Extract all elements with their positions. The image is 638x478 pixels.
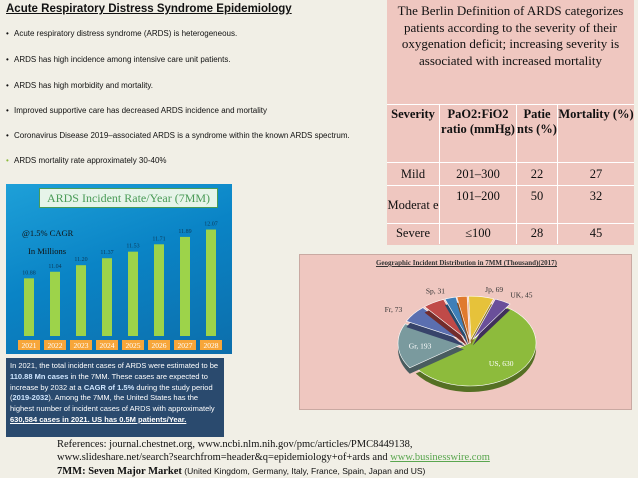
table-header-row [387, 105, 634, 163]
table-cell: 50 [517, 186, 558, 224]
bullet-text: Improved supportive care has decreased ARDS incidence and mortality [14, 106, 268, 115]
bar-value-label: 11.53 [126, 243, 140, 250]
table-header-cell: Patie nts (%) [517, 105, 558, 163]
table-header-cell: PaO2:FiO2 ratio (mmHg) [440, 105, 517, 163]
bullet-dot-icon: • [6, 29, 9, 38]
bar [76, 265, 86, 336]
info-text: in the 7MM. These cases are expected to increase by 2032 at a [10, 371, 208, 392]
pie-slice-label: Fr, 73 [384, 304, 403, 314]
reference-line: References: journal.chestnet.org, www.ncbi.nlm.nih.gov/pmc/articles/PMC8449138, [57, 439, 413, 450]
info-highlight: 630,584 cases in 2021. US has 0.5M patients/Year. [10, 414, 187, 424]
incident-rate-bar-chart [6, 184, 232, 354]
category-label: 2024 [99, 341, 115, 350]
bar-value-label: 11.37 [100, 250, 114, 257]
bullet-text: Acute respiratory distress syndrome (ARDS) is heterogeneous. [14, 29, 238, 38]
references [57, 438, 490, 478]
bullet-dot-icon: • [6, 106, 9, 115]
bar [180, 237, 190, 336]
reference-line [57, 451, 490, 464]
table-cell: 45 [558, 224, 635, 244]
bar [102, 258, 112, 336]
reference-text: www.slideshare.net/search?searchfrom=header&q=epidemiology+of+ards and [57, 452, 391, 464]
category-label: 2026 [151, 341, 167, 350]
table-cell: 32 [558, 186, 635, 224]
bar-value-label: 11.20 [74, 257, 88, 264]
berlin-definition-panel [387, 0, 634, 245]
businesswire-link[interactable]: www.businesswire.com [390, 452, 490, 464]
bullet-text: ARDS has high morbidity and mortality. [14, 81, 154, 90]
table-cell: 22 [517, 163, 558, 186]
seven-major-market-description: (United Kingdom, Germany, Italy, France, Spain, Japan and US) [181, 465, 426, 476]
seven-major-market-label: 7MM: Seven Major Market [57, 465, 182, 477]
table-header-cell: Severity [387, 105, 440, 163]
bullet-text: ARDS has high incidence among intensive care unit patients. [14, 55, 231, 64]
chart-title: ARDS Incident Rate/Year (7MM) [46, 191, 211, 205]
bar-value-label: 11.04 [48, 263, 62, 270]
info-summary-text [6, 358, 224, 429]
table-cell: 101–200 [440, 186, 517, 224]
severity-table [387, 104, 634, 244]
bar [128, 252, 138, 336]
bullet-dot-icon: • [6, 81, 9, 90]
info-highlight: 110.88 Mn cases [10, 371, 69, 381]
category-label: 2022 [47, 341, 63, 350]
page-title: Acute Respiratory Distress Syndrome Epidemiology [6, 3, 292, 15]
bullet-text: ARDS mortality rate approximately 30-40% [14, 156, 167, 165]
reference-line [57, 465, 490, 478]
bullet-item [6, 81, 153, 90]
table-row [387, 163, 634, 186]
chart-title-banner [39, 188, 218, 208]
table-row [387, 186, 634, 224]
category-label: 2021 [21, 341, 37, 350]
pie-chart-svg [300, 255, 633, 411]
bullet-dot-icon: • [6, 156, 9, 165]
pie-slice-label: Jp, 69 [485, 284, 504, 294]
bar-value-label: 11.71 [152, 236, 166, 243]
info-highlight: 2019-2032 [12, 393, 49, 403]
geographic-distribution-pie-chart [299, 254, 632, 410]
bar-value-label: 11.89 [178, 228, 192, 235]
pie-chart-title: Geographic Incident Distribution in 7MM (Thousand)(2017) [375, 259, 558, 267]
table-cell: 27 [558, 163, 635, 186]
table-cell: ≤100 [440, 224, 517, 244]
table-cell: Moderat e [387, 186, 440, 224]
category-label: 2027 [177, 341, 193, 350]
table-cell: Severe [387, 224, 440, 244]
bullet-item [6, 55, 231, 64]
pie-slice-label: Sp, 31 [425, 286, 446, 296]
category-label: 2028 [203, 341, 219, 350]
info-text: during the study period ( [10, 382, 213, 403]
category-label: 2023 [73, 341, 89, 350]
info-summary-box [6, 358, 224, 437]
units-annotation: In Millions [28, 246, 67, 256]
bullet-text: Coronavirus Disease 2019–associated ARDS is a syndrome within the known ARDS spectrum. [14, 131, 350, 140]
bar [24, 278, 34, 336]
table-row [387, 224, 634, 244]
bar-value-label: 10.88 [22, 270, 36, 277]
bullet-item [6, 106, 267, 115]
table-cell: Mild [387, 163, 440, 186]
info-text: In 2021, the total incident cases of ARDS were estimated to be [10, 361, 219, 370]
berlin-definition-text: The Berlin Definition of ARDS categorizes patients according to the severity of their oxygenation deficit; increasing severity is associated with increased mortality [397, 3, 624, 68]
bullet-item [6, 156, 167, 165]
bullet-item [6, 29, 237, 38]
pie-slice-label: Gr, 193 [408, 341, 432, 351]
bullet-dot-icon: • [6, 131, 9, 140]
table-cell: 201–300 [440, 163, 517, 186]
bar [50, 272, 60, 336]
cagr-annotation: @1.5% CAGR [22, 228, 74, 238]
bar [154, 244, 164, 336]
pie-slice-label: US, 630 [488, 359, 514, 369]
table-header-cell: Mortality (%) [558, 105, 635, 163]
bar-chart-svg [6, 184, 232, 354]
category-label: 2025 [125, 341, 141, 350]
table-cell: 28 [517, 224, 558, 244]
bullet-item [6, 131, 350, 140]
pie-slice-label: UK, 45 [510, 290, 533, 300]
bar [206, 230, 216, 336]
bar-value-label: 12.07 [204, 221, 218, 228]
info-highlight: CAGR of 1.5% [83, 382, 135, 392]
bullet-dot-icon: • [6, 55, 9, 64]
info-text: ). Among the 7MM, the United States has the highest number of incident cases of ARDS with approximately [10, 393, 215, 414]
